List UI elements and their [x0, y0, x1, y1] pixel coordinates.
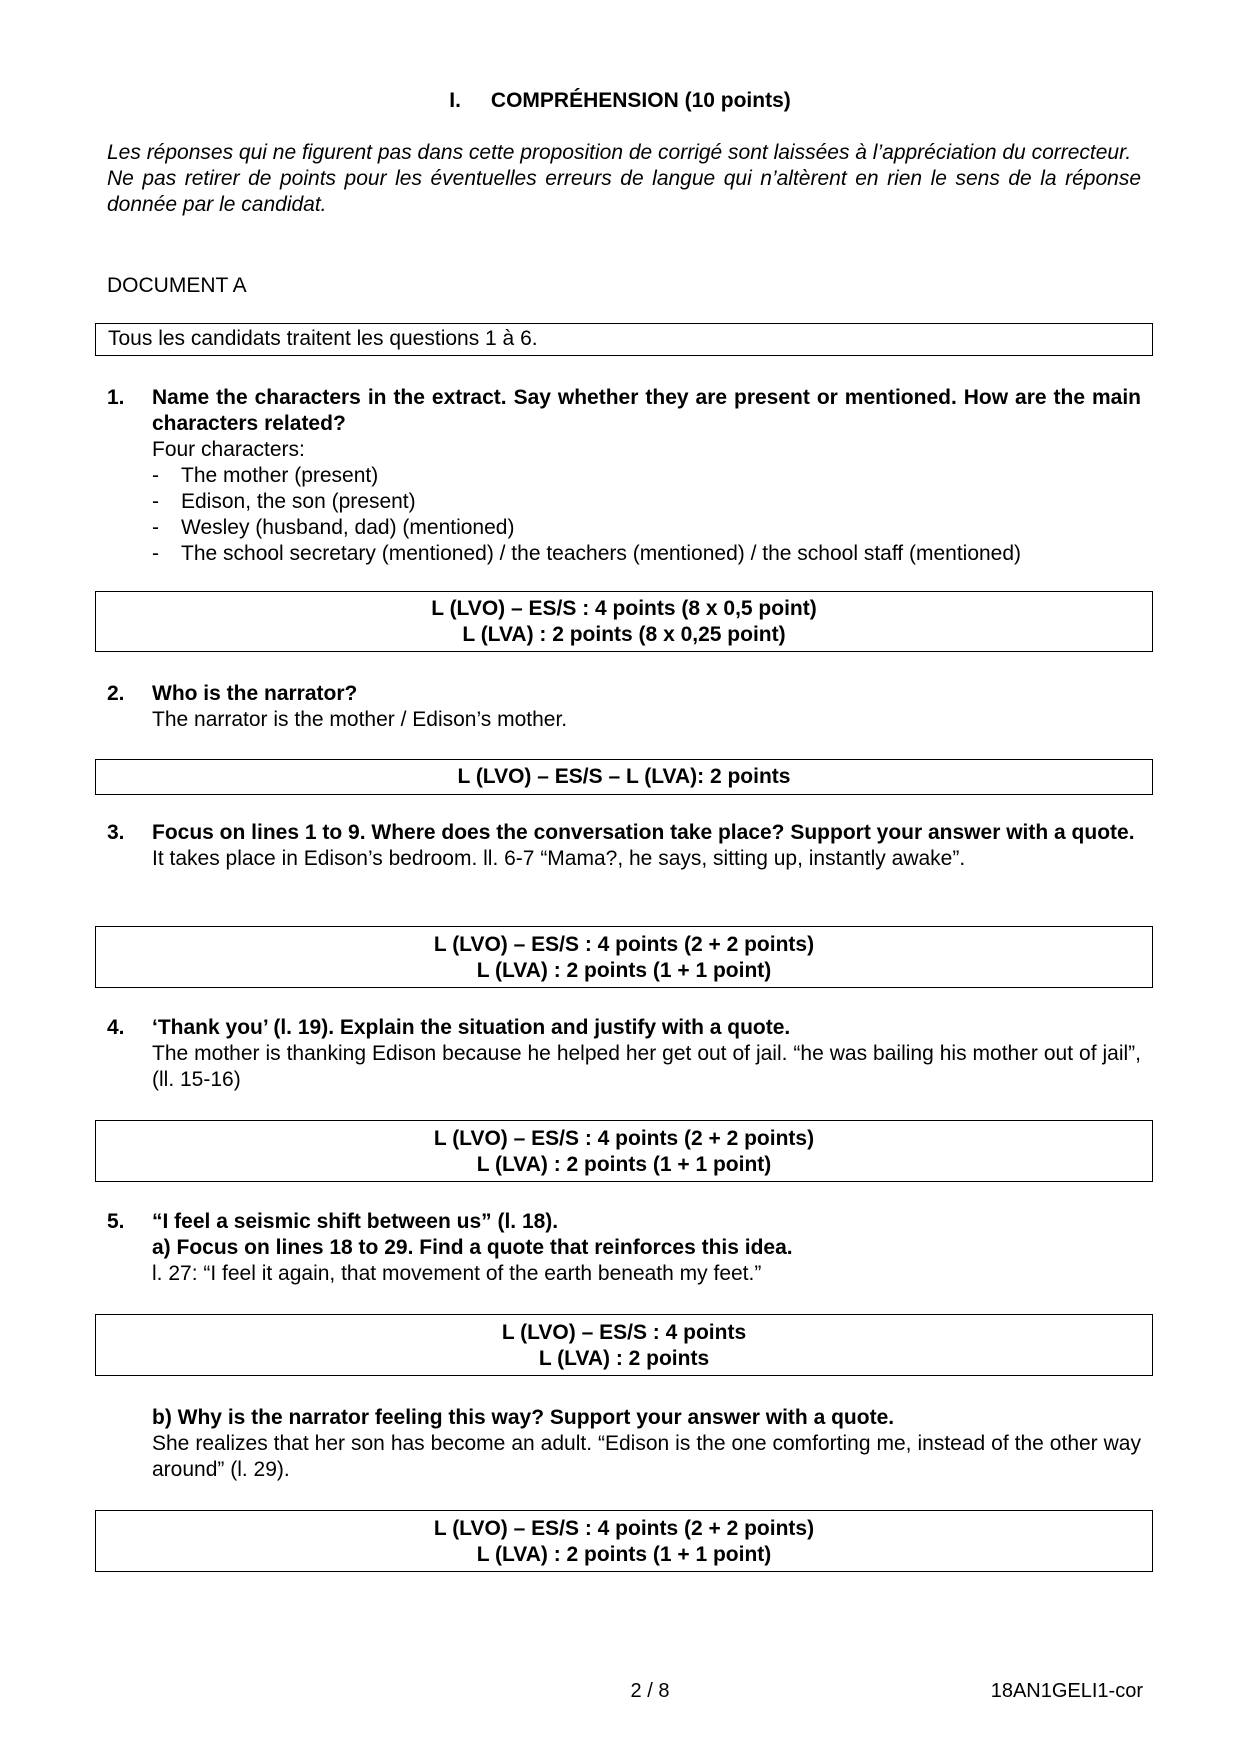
question-3 [107, 820, 1141, 872]
document-code: 18AN1GELI1-cor [990, 1680, 1143, 1702]
question-5b [107, 1405, 1141, 1483]
points-box-q4 [95, 1120, 1153, 1182]
points-line: L (LVA) : 2 points (1 + 1 point) [476, 1543, 772, 1566]
points-line: L (LVO) – ES/S : 4 points (8 x 0,5 point) [431, 597, 817, 620]
question-text: Who is the narrator? [152, 682, 358, 705]
points-line: L (LVA) : 2 points (8 x 0,25 point) [462, 623, 786, 646]
question-number: 1. [107, 386, 125, 409]
answer-text-b: She realizes that her son has become an adult. “Edison is the one comforting me, instead of the other way around” (l. 29). [152, 1432, 1141, 1481]
question-text: Name the characters in the extract. Say whether they are present or mentioned. How are the main characters related? [152, 386, 1141, 435]
list-item: - Wesley (husband, dad) (mentioned) [152, 516, 515, 539]
list-item: - Edison, the son (present) [152, 490, 416, 513]
points-box-q5a [95, 1314, 1153, 1376]
sub-question-a: a) Focus on lines 18 to 29. Find a quote that reinforces this idea. [152, 1236, 793, 1259]
grading-instructions [107, 140, 1141, 218]
points-box-q3 [95, 926, 1153, 988]
section-title-text: COMPRÉHENSION (10 points) [490, 89, 791, 112]
question-4 [107, 1015, 1141, 1093]
answer-text: The mother is thanking Edison because he helped her get out of jail. “he was bailing his mother out of jail”, (ll. 15-16) [152, 1042, 1141, 1091]
question-text: “I feel a seismic shift between us” (l. 18). [152, 1210, 559, 1233]
answer-text: It takes place in Edison’s bedroom. ll. 6-7 “Mama?, he says, sitting up, instantly awake”. [152, 847, 966, 870]
points-line: L (LVO) – ES/S : 4 points (2 + 2 points) [433, 1127, 815, 1150]
points-line: L (LVA) : 2 points (1 + 1 point) [476, 959, 772, 982]
document-label: DOCUMENT A [107, 274, 247, 297]
question-5 [107, 1209, 1141, 1287]
question-number: 5. [107, 1210, 125, 1233]
points-line: L (LVA) : 2 points (1 + 1 point) [476, 1153, 772, 1176]
question-number: 4. [107, 1016, 125, 1039]
points-line: L (LVO) – ES/S : 4 points (2 + 2 points) [433, 1517, 815, 1540]
points-line: L (LVO) – ES/S – L (LVA): 2 points [457, 765, 791, 788]
list-item: - The school secretary (mentioned) / the teachers (mentioned) / the school staff (mentioned) [152, 542, 1022, 565]
instruction-line-1: Les réponses qui ne figurent pas dans cette proposition de corrigé sont laissées à l’appréciation du correcteur. [107, 141, 1132, 164]
answer-intro: Four characters: [152, 438, 305, 461]
instruction-box-text: Tous les candidats traitent les questions 1 à 6. [108, 327, 538, 350]
sub-question-b: b) Why is the narrator feeling this way? Support your answer with a quote. [152, 1406, 895, 1429]
points-line: L (LVO) – ES/S : 4 points (2 + 2 points) [433, 933, 815, 956]
question-2 [107, 681, 1141, 733]
question-number: 2. [107, 682, 125, 705]
instruction-box [95, 323, 1153, 356]
question-text: ‘Thank you’ (l. 19). Explain the situation and justify with a quote. [152, 1016, 791, 1039]
points-box-q2 [95, 759, 1153, 795]
points-box-q5b [95, 1510, 1153, 1572]
question-text: Focus on lines 1 to 9. Where does the conversation take place? Support your answer with a quote. [152, 821, 1135, 844]
points-box-q1 [95, 591, 1153, 652]
character-list [152, 463, 1141, 567]
page-number: 2 / 8 [630, 1680, 670, 1702]
points-line: L (LVO) – ES/S : 4 points [501, 1321, 747, 1344]
section-title [0, 88, 1240, 114]
section-number: I. [449, 89, 461, 112]
answer-text-a: l. 27: “I feel it again, that movement of the earth beneath my feet.” [152, 1262, 762, 1285]
question-1 [107, 385, 1141, 567]
question-number: 3. [107, 821, 125, 844]
answer-text: The narrator is the mother / Edison’s mother. [152, 708, 568, 731]
points-line: L (LVA) : 2 points [538, 1347, 710, 1370]
list-item: - The mother (present) [152, 464, 379, 487]
instruction-line-2: Ne pas retirer de points pour les éventuelles erreurs de langue qui n’altèrent en rien le sens de la réponse donnée par le candidat. [107, 167, 1141, 216]
